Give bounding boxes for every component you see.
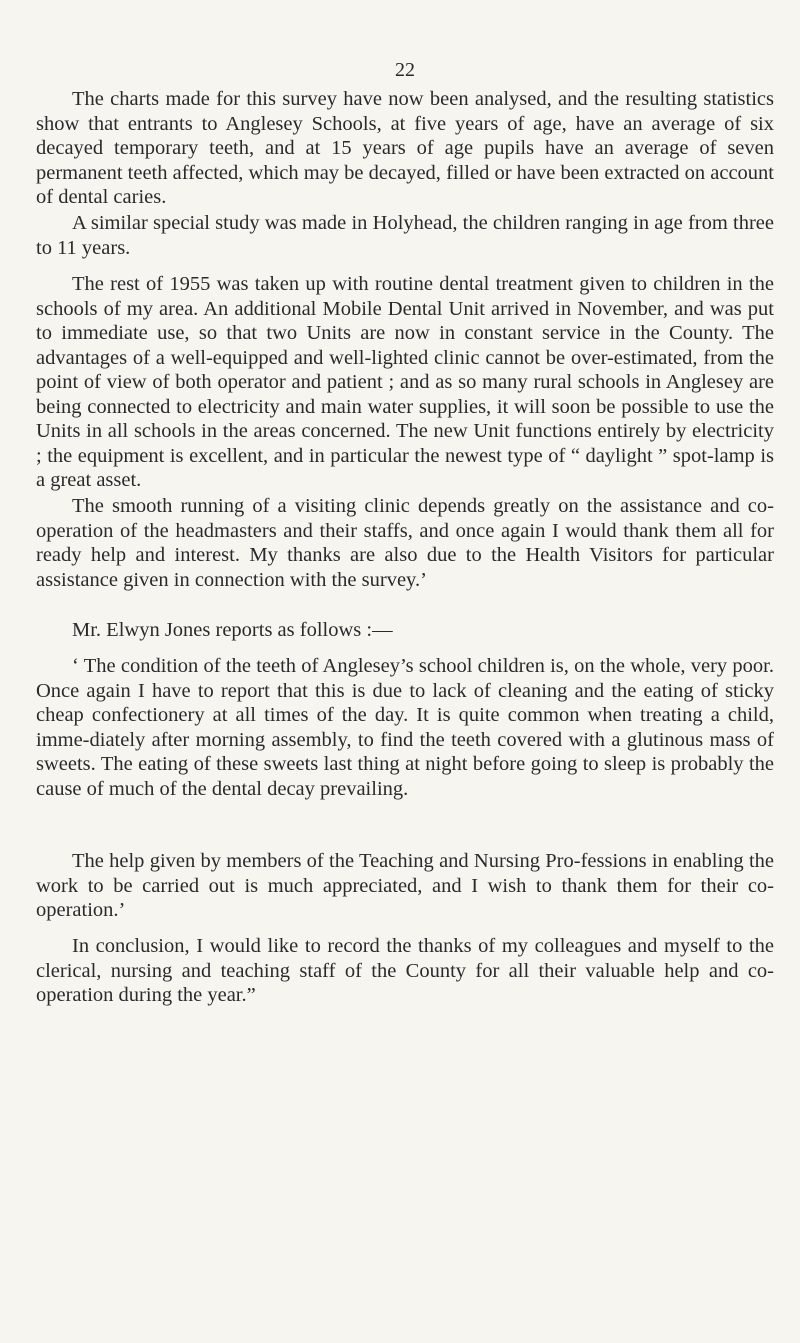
paragraph-text: The help given by members of the Teaching and Nursing Pro-fessions in enabling the work to be carried out is much appreciated, and I wish to thank them for their co-operation.’ xyxy=(36,850,774,921)
paragraph-text: The rest of 1955 was taken up with routine dental treatment given to children in the schools of my area. An additional Mobile Dental Unit arrived in November, and was put to immediate use, so that two Units are now in constant service in the County. The advantages of a well-equipped and well-lighted clinic cannot be over-estimated, from the point of view of both operator and patient ; and as so many rural schools in Anglesey are being connected to electricity and main water supplies, it will soon be possible to use the Units in all schools in the areas concerned. The new Unit functions entirely by electricity ; the equipment is excellent, and in particular the newest type of “ daylight ” spot-lamp is a great asset. xyxy=(36,273,774,491)
paragraph-text: The smooth running of a visiting clinic depends greatly on the assistance and co-operation of the headmasters and their staffs, and once again I would thank them all for ready help and interest. My thanks are also due to the Health Visitors for particular assistance given in connection with the survey.’ xyxy=(36,495,774,591)
paragraph-holyhead-study xyxy=(36,211,774,260)
paragraph-survey-statistics xyxy=(36,87,774,210)
paragraph-text: In conclusion, I would like to record the thanks of my colleagues and myself to the clerical, nursing and teaching staff of the County for all their valuable help and co-operation during the year.” xyxy=(36,935,774,1006)
paragraph-conclusion xyxy=(36,934,774,1008)
paragraph-report-intro xyxy=(36,618,774,643)
paragraph-teaching-nursing-help xyxy=(36,849,774,923)
paragraph-routine-treatment xyxy=(36,272,774,493)
page-number: 22 xyxy=(395,59,415,81)
paragraph-visiting-clinic xyxy=(36,494,774,592)
paragraph-teeth-condition xyxy=(36,654,774,801)
paragraph-text: The charts made for this survey have now been analysed, and the resulting statistics show that entrants to Anglesey Schools, at five years of age, have an average of six decayed temporary teeth, and at 15 years of age pupils have an average of seven permanent teeth affected, which may be decayed, filled or have been extracted on account of dental caries. xyxy=(36,88,774,208)
paragraph-text: ‘ The condition of the teeth of Anglesey’s school children is, on the whole, very poor. Once again I have to report that this is due to lack of cleaning and the eating of sticky cheap confectionery at all times of the day. It is quite common when treating a child, imme-diately after morning assembly, to find the teeth covered with a glutinous mass of sweets. The eating of these sweets last thing at night before going to sleep is probably the cause of much of the dental decay prevailing. xyxy=(36,655,774,800)
paragraph-text: Mr. Elwyn Jones reports as follows :— xyxy=(72,619,393,641)
paragraph-text: A similar special study was made in Holyhead, the children ranging in age from three to 11 years. xyxy=(36,212,774,259)
